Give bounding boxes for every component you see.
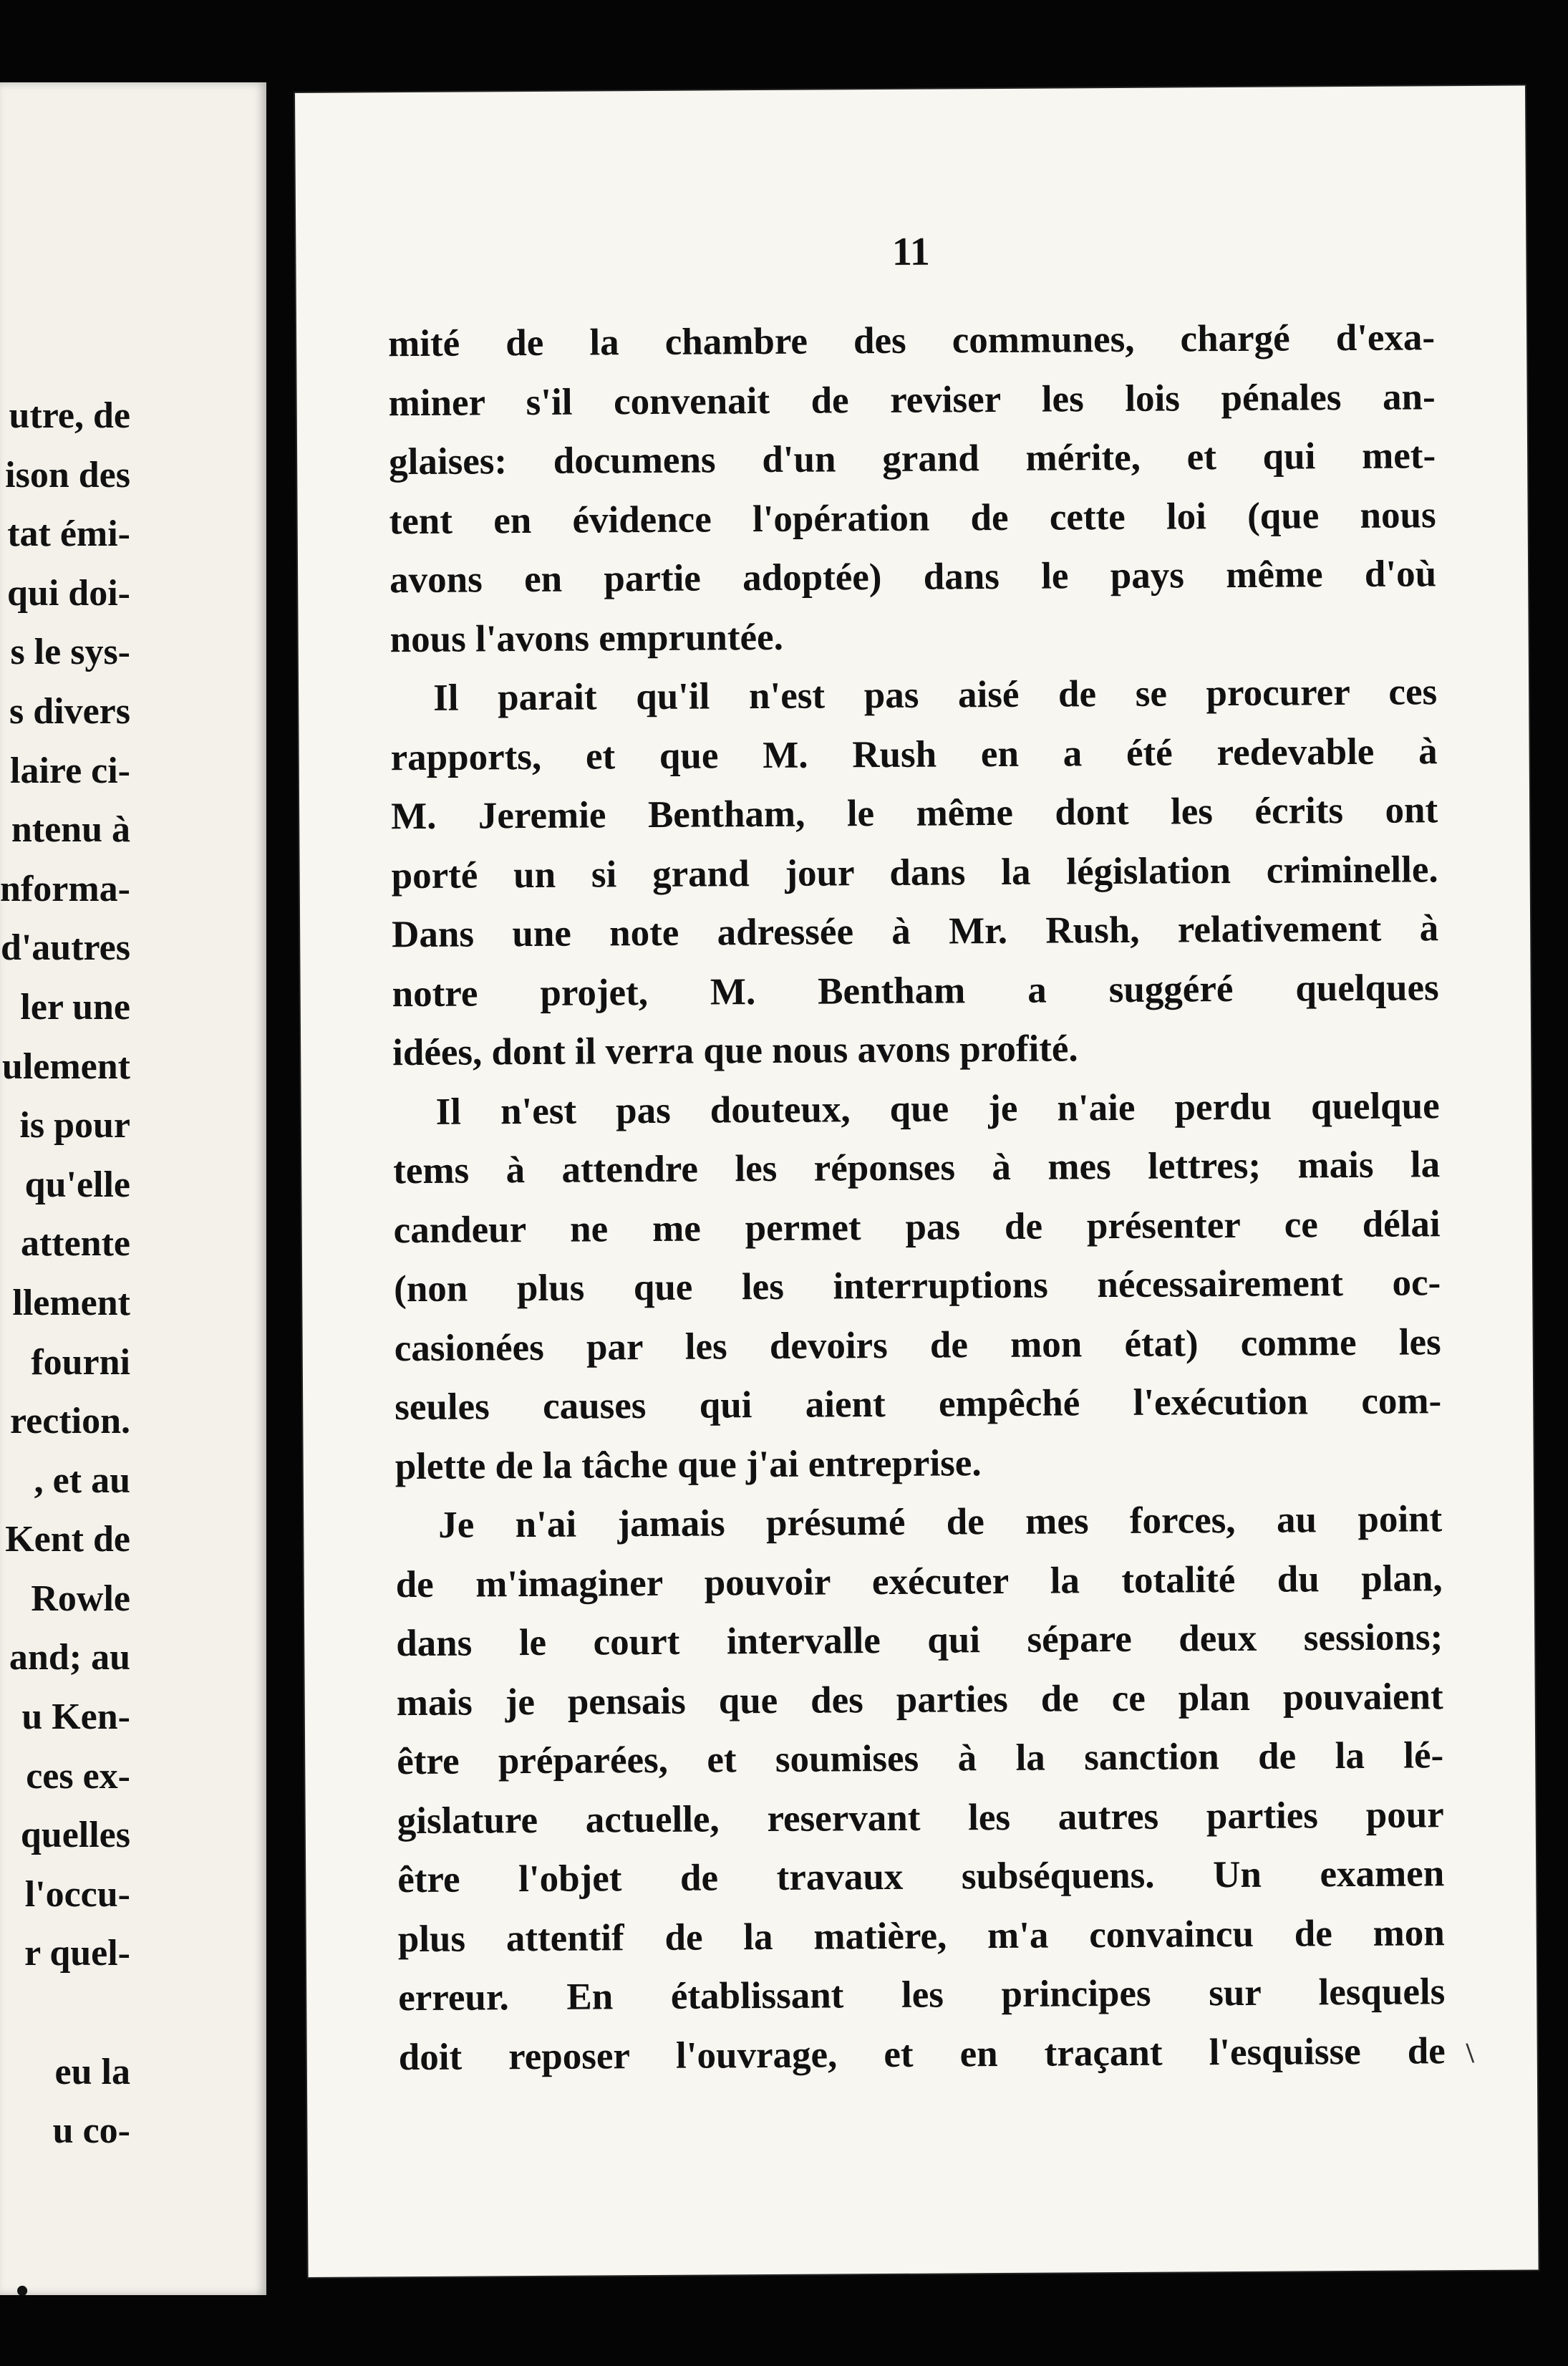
left-page-line xyxy=(0,1984,130,2043)
text-line: mais je pensais que des parties de ce plan pouvaient xyxy=(396,1675,1443,1724)
body-text xyxy=(388,308,1446,2087)
left-page-line: attente xyxy=(20,1223,130,1265)
text-line: avons en partie adoptée) dans le pays même d'où xyxy=(389,553,1437,602)
left-page-line: ulement xyxy=(1,1046,130,1087)
left-page-line: r quel- xyxy=(24,1933,130,1974)
text-line: rapports, et que M. Rush en a été redevable à xyxy=(390,730,1438,778)
left-page-line: ntenu à xyxy=(11,809,130,851)
text-line: tems à attendre les réponses à mes lettres; mais la xyxy=(393,1144,1441,1192)
text-line: porté un si grand jour dans la législation criminelle. xyxy=(391,848,1438,897)
left-page-line: utre, de xyxy=(9,395,130,436)
text-line: tent en évidence l'opération de cette loi (que nous xyxy=(389,493,1436,542)
left-page-line: Rowle xyxy=(31,1578,130,1619)
text-line: casionées par les devoirs de mon état) comme les xyxy=(394,1320,1441,1369)
left-page-text xyxy=(0,387,130,2161)
left-page-bullet: • xyxy=(16,2271,29,2295)
left-page-line: fourni xyxy=(31,1341,130,1383)
left-page-line: u Ken- xyxy=(21,1696,130,1738)
left-page-line: s divers xyxy=(9,690,130,732)
text-line: M. Jeremie Bentham, le même dont les écrits ont xyxy=(390,789,1438,838)
left-page-line: rection. xyxy=(10,1401,130,1442)
text-line: nous l'avons empruntée. xyxy=(389,616,784,660)
left-page-line: l'occu- xyxy=(24,1873,130,1915)
text-line: plus attentif de la matière, m'a convaincu de mon xyxy=(397,1911,1445,1960)
text-line: erreur. En établissant les principes sur lesquels xyxy=(398,1971,1446,2019)
left-page-line: is pour xyxy=(19,1105,130,1146)
text-line: gislature actuelle, reservant les autres parties pour xyxy=(397,1793,1444,1842)
text-line: glaises: documens d'un grand mérite, et qui met- xyxy=(388,435,1436,483)
left-page-line: nforma- xyxy=(0,868,130,909)
left-page-line: ison des xyxy=(5,454,130,496)
left-page-line: qui doi- xyxy=(7,572,130,614)
right-page xyxy=(295,86,1539,2277)
text-line: seules causes qui aient empêché l'exécution com- xyxy=(395,1380,1442,1429)
text-line: Il parait qu'il n'est pas aisé de se procurer ces xyxy=(432,671,1438,719)
text-line: Je n'ai jamais présumé de mes forces, au point xyxy=(438,1498,1443,1546)
text-line: doit reposer l'ouvrage, et en traçant l'esquisse de xyxy=(398,2029,1446,2078)
left-page-line: , et au xyxy=(34,1459,130,1501)
page-number: 11 xyxy=(891,229,931,274)
text-line: candeur ne me permet pas de présenter ce délai xyxy=(393,1202,1441,1251)
text-line: miner s'il convenait de reviser les lois pénales an- xyxy=(388,375,1436,424)
text-line: idées, dont il verra que nous avons profité. xyxy=(392,1028,1078,1074)
text-line: mité de la chambre des communes, chargé d'exa- xyxy=(387,317,1436,365)
footer-mark: \ xyxy=(1466,2036,1474,2070)
left-page-line: d'autres xyxy=(0,927,130,969)
left-page-line: and; au xyxy=(9,1637,130,1679)
text-line: être préparées, et soumises à la sanction de la lé- xyxy=(397,1734,1444,1783)
left-page-line: Kent de xyxy=(5,1519,130,1560)
text-line: Il n'est pas douteux, que je n'aie perdu quelque xyxy=(435,1084,1440,1133)
text-line: Dans une note adressée à Mr. Rush, relativement à xyxy=(392,907,1439,956)
left-page-line: ler une xyxy=(20,986,130,1028)
left-page-line: s le sys- xyxy=(10,632,130,673)
left-page-line: quelles xyxy=(20,1815,130,1856)
left-page-line: u co- xyxy=(52,2110,130,2152)
left-page-line: llement xyxy=(12,1282,130,1323)
text-line: être l'objet de travaux subséquens. Un examen xyxy=(397,1853,1445,1901)
text-line: plette de la tâche que j'ai entreprise. xyxy=(395,1442,982,1487)
text-line: (non plus que les interruptions nécessairement oc- xyxy=(394,1262,1441,1310)
text-line: notre projet, M. Bentham a suggéré quelques xyxy=(392,966,1439,1015)
left-page-line: qu'elle xyxy=(24,1164,130,1205)
text-line: de m'imaginer pouvoir exécuter la totalité du plan, xyxy=(395,1557,1443,1606)
left-page-line: ces ex- xyxy=(26,1755,130,1797)
left-page-line: laire ci- xyxy=(10,750,130,791)
text-line: dans le court intervalle qui sépare deux sessions; xyxy=(396,1616,1443,1665)
left-page-line: tat émi- xyxy=(7,513,130,555)
left-page-fragment xyxy=(0,82,266,2295)
left-page-line: eu la xyxy=(54,2051,130,2092)
